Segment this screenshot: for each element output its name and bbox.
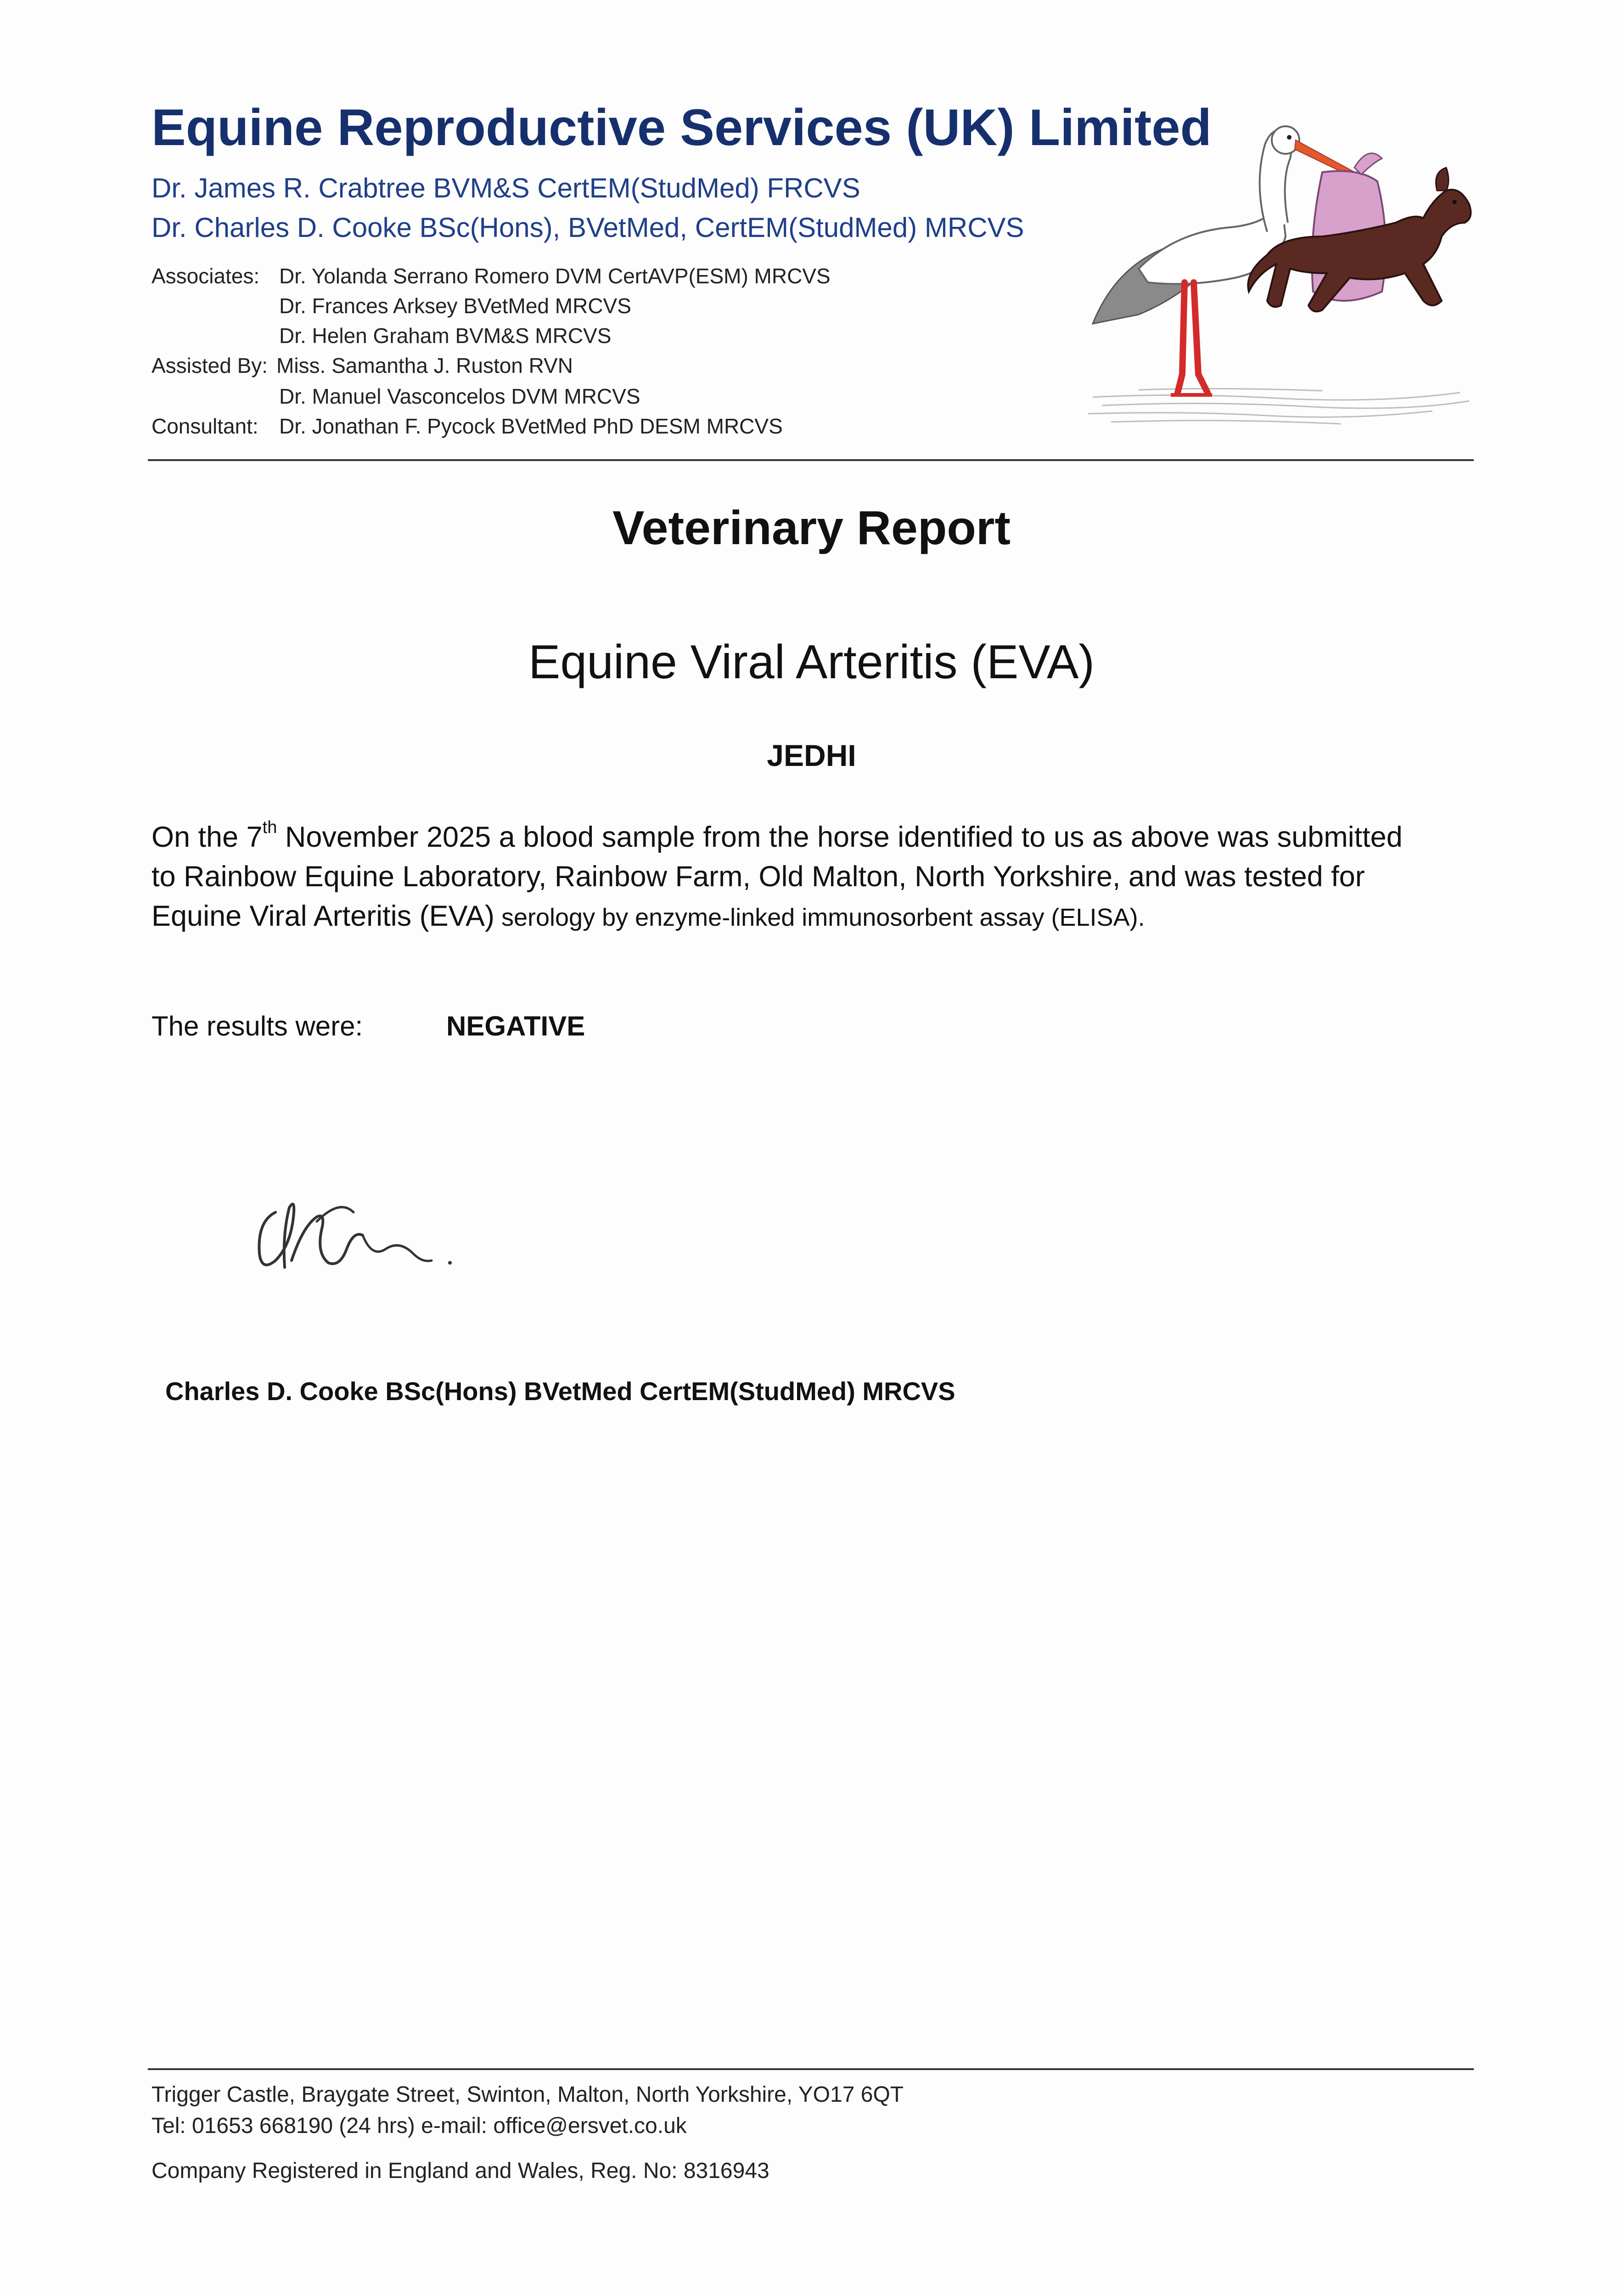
paragraph-line-2: to Rainbow Equine Laboratory, Rainbow Farm, Old Malton, North Yorkshire, and was tested for [152, 861, 1365, 893]
report-paragraph [152, 817, 1483, 937]
staff-name-serrano: Dr. Yolanda Serrano Romero DVM CertAVP(ESM) MRCVS [279, 264, 831, 288]
test-name: Equine Viral Arteritis (EVA) [528, 636, 1095, 689]
staff-label-associates: Associates: [152, 264, 260, 288]
results-value: NEGATIVE [446, 1011, 585, 1041]
staff-name-pycock: Dr. Jonathan F. Pycock BVetMed PhD DESM MRCVS [279, 414, 783, 438]
report-title: Veterinary Report [612, 501, 1011, 555]
footer-divider [148, 2068, 1474, 2070]
paragraph-line-1: On the 7th November 2025 a blood sample from the horse identified to us as above was submitted [152, 818, 1403, 853]
footer-registration: Company Registered in England and Wales, Reg. No: 8316943 [152, 2159, 769, 2183]
footer-contact: Tel: 01653 668190 (24 hrs) e-mail: office@ersvet.co.uk [152, 2114, 687, 2138]
company-name: Equine Reproductive Services (UK) Limited [152, 99, 1212, 156]
results-label: The results were: [152, 1011, 363, 1041]
staff-label-consultant: Consultant: [152, 414, 258, 438]
stork-carrying-foal-icon [1084, 117, 1474, 434]
partner-crabtree: Dr. James R. Crabtree BVM&S CertEM(StudMed) FRCVS [152, 173, 860, 203]
signatory-name: Charles D. Cooke BSc(Hons) BVetMed CertEM(StudMed) MRCVS [165, 1377, 955, 1406]
staff-name-ruston: Miss. Samantha J. Ruston RVN [276, 354, 573, 377]
header-divider [148, 459, 1474, 461]
footer-address: Trigger Castle, Braygate Street, Swinton, Malton, North Yorkshire, YO17 6QT [152, 2082, 904, 2107]
staff-name-graham: Dr. Helen Graham BVM&S MRCVS [279, 324, 612, 348]
staff-name-vasconcelos: Dr. Manuel Vasconcelos DVM MRCVS [279, 384, 640, 408]
horse-name: JEDHI [767, 738, 856, 772]
paragraph-line-3: Equine Viral Arteritis (EVA) serology by enzyme-linked immunosorbent assay (ELISA). [152, 900, 1145, 932]
partner-cooke: Dr. Charles D. Cooke BSc(Hons), BVetMed, CertEM(StudMed) MRCVS [152, 212, 1024, 243]
staff-label-assisted-by: Assisted By: [152, 354, 268, 377]
staff-name-arksey: Dr. Frances Arksey BVetMed MRCVS [279, 294, 631, 318]
signature-icon [248, 1180, 459, 1286]
